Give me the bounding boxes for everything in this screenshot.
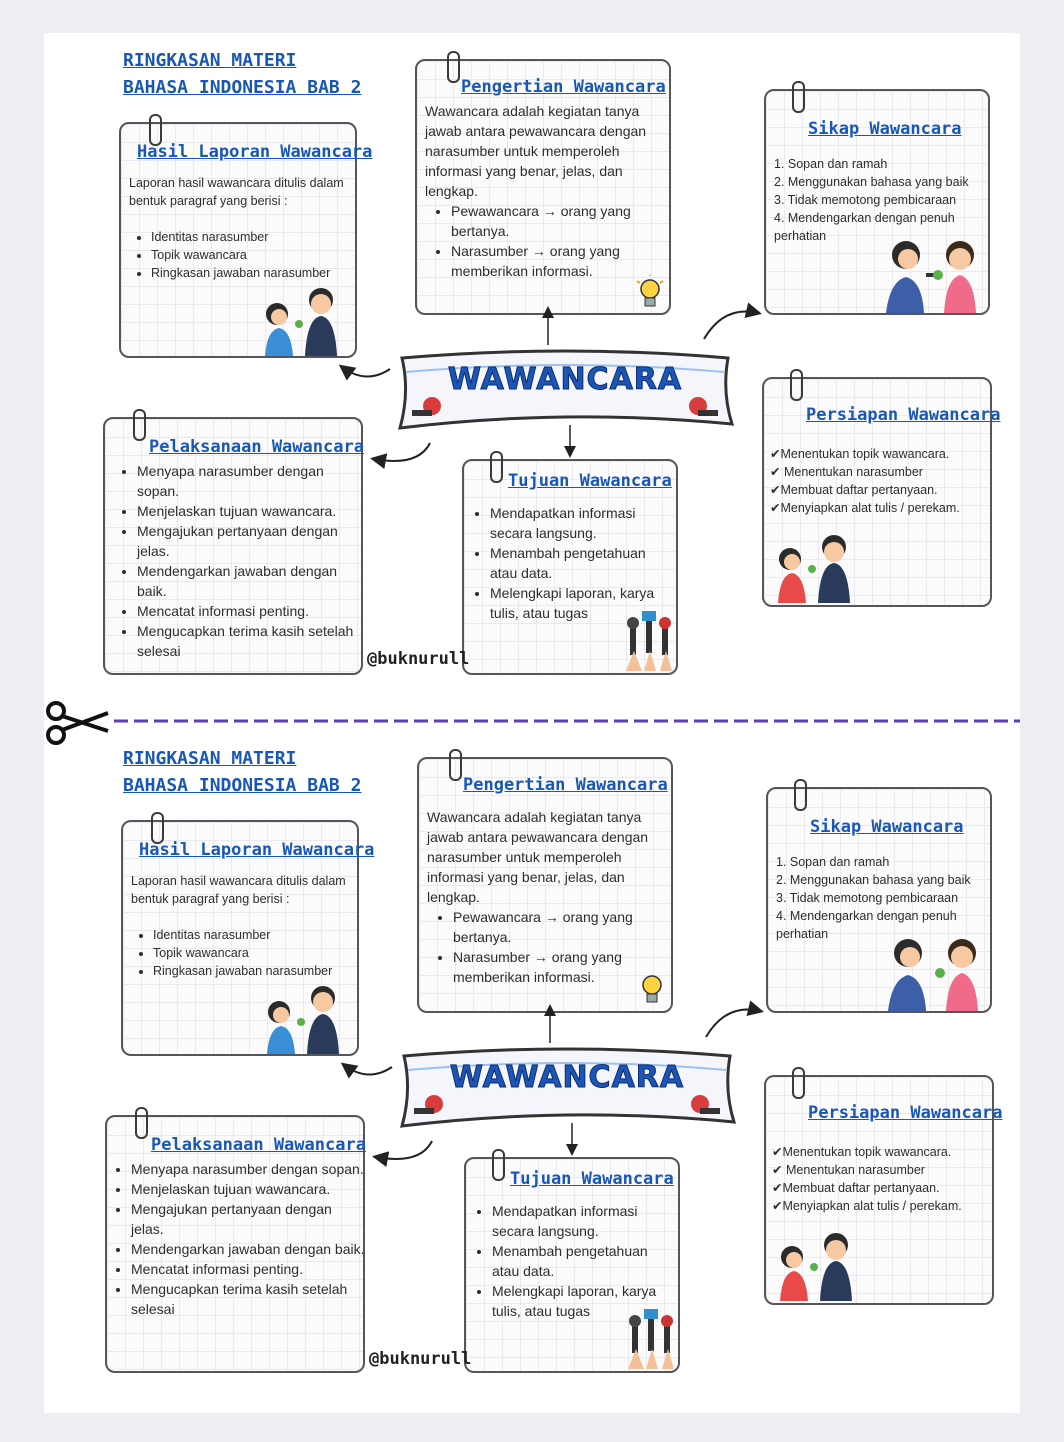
checklist-item: ✔Menentukan topik wawancara. xyxy=(770,447,950,461)
checklist-item: ✔ Menentukan narasumber xyxy=(770,465,923,479)
list-item: • Mencatat informasi penting. xyxy=(137,601,365,621)
checkmark-icon: ✔ xyxy=(770,465,781,479)
checkmark-icon: ✔ xyxy=(772,1163,783,1177)
list-item: 3. Tidak memotong pembicaraan xyxy=(774,193,957,207)
list-item: • Mengajukan pertanyaan dengan jelas. xyxy=(137,521,365,561)
list-item: • Mendengarkan jawaban dengan baik. xyxy=(131,1239,365,1259)
list-item: 2. Menggunakan bahasa yang baik xyxy=(776,873,971,887)
list-item: • Menjelaskan tujuan wawancara. xyxy=(137,501,365,521)
main-title-line-2: BAHASA INDONESIA BAB 2 xyxy=(123,77,362,98)
card-title: Hasil Laporan Wawancara xyxy=(137,142,373,162)
list-item: • Identitas narasumber xyxy=(151,228,353,246)
checklist-item: ✔Membuat daftar pertanyaan. xyxy=(772,1181,940,1195)
list-item: • Pewawancara → orang yang bertanya. xyxy=(451,201,665,241)
list-item: • Mendapatkan informasi secara langsung. xyxy=(490,503,676,543)
arrow-right-up xyxy=(704,311,758,339)
list-item: 1. Sopan dan ramah xyxy=(776,855,890,869)
list-item: • Melengkapi laporan, karya tulis, atau tugas xyxy=(490,583,676,623)
card-title: Pengertian Wawancara xyxy=(463,775,668,795)
list-item: • Identitas narasumber xyxy=(153,926,355,944)
checkmark-icon: ✔ xyxy=(772,1181,783,1195)
checkmark-icon: ✔ xyxy=(770,483,781,497)
checklist-item: ✔Menyiapkan alat tulis / perekam. xyxy=(772,1199,962,1213)
list-item: • Mendapatkan informasi secara langsung. xyxy=(492,1201,678,1241)
description-text: Laporan hasil wawancara ditulis dalam bentuk paragraf yang berisi : xyxy=(129,176,344,208)
list-item: 4. Mendengarkan dengan penuh perhatian xyxy=(774,211,955,243)
banner-title: WAWANCARA xyxy=(447,362,683,397)
checklist-item: ✔Menyiapkan alat tulis / perekam. xyxy=(770,501,960,515)
checkmark-icon: ✔ xyxy=(770,501,781,515)
banner-title: WAWANCARA xyxy=(449,1060,685,1095)
list-item: • Mendengarkan jawaban dengan baik. xyxy=(137,561,365,601)
list-item: 4. Mendengarkan dengan penuh perhatian xyxy=(776,909,957,941)
arrow-left-down xyxy=(376,1141,432,1159)
checkmark-icon: ✔ xyxy=(772,1199,783,1213)
card-title: Sikap Wawancara xyxy=(810,817,964,837)
card-title: Persiapan Wawancara xyxy=(808,1103,1003,1123)
definition-text: Wawancara adalah kegiatan tanya jawab antara pewawancara dengan narasumber untuk memperoleh informasi yang benar, jelas, dan lengkap. xyxy=(427,809,649,905)
checkmark-icon: ✔ xyxy=(770,447,781,461)
list-item: 3. Tidak memotong pembicaraan xyxy=(776,891,959,905)
main-title-line-2: BAHASA INDONESIA BAB 2 xyxy=(123,775,362,796)
card-title: Hasil Laporan Wawancara xyxy=(139,840,375,860)
list-item: • Mencatat informasi penting. xyxy=(131,1259,365,1279)
list-item: • Narasumber → orang yang memberikan informasi. xyxy=(451,241,665,281)
list-item: • Ringkasan jawaban narasumber xyxy=(151,264,353,282)
arrow-left-up xyxy=(344,1065,392,1075)
card-title: Pengertian Wawancara xyxy=(461,77,666,97)
connector-arrows xyxy=(44,731,1020,1413)
summary-bottom xyxy=(44,731,1020,1413)
main-title-line-1: RINGKASAN MATERI xyxy=(123,50,297,71)
card-title: Tujuan Wawancara xyxy=(508,471,672,491)
card-title: Persiapan Wawancara xyxy=(806,405,1001,425)
arrow-right-up xyxy=(706,1009,760,1037)
list-item: • Menyapa narasumber dengan sopan. xyxy=(131,1159,365,1179)
arrow-left-up xyxy=(342,367,390,377)
worksheet xyxy=(44,33,1020,1413)
list-item: • Menambah pengetahuan atau data. xyxy=(492,1241,678,1281)
list-item: • Mengajukan pertanyaan dengan jelas. xyxy=(131,1199,365,1239)
main-title-line-1: RINGKASAN MATERI xyxy=(123,748,297,769)
checklist-item: ✔ Menentukan narasumber xyxy=(772,1163,925,1177)
checkmark-icon: ✔ xyxy=(772,1145,783,1159)
summary-top xyxy=(44,33,1020,723)
list-item: 1. Sopan dan ramah xyxy=(774,157,888,171)
description-text: Laporan hasil wawancara ditulis dalam bentuk paragraf yang berisi : xyxy=(131,874,346,906)
definition-text: Wawancara adalah kegiatan tanya jawab antara pewawancara dengan narasumber untuk memperoleh informasi yang benar, jelas, dan lengkap. xyxy=(425,103,647,199)
list-item: • Topik wawancara xyxy=(153,944,355,962)
cut-line xyxy=(44,719,1020,723)
card-title: Pelaksanaan Wawancara xyxy=(149,437,364,457)
credit-watermark: @buknurull xyxy=(367,649,470,669)
credit-watermark: @buknurull xyxy=(369,1349,472,1369)
list-item: • Melengkapi laporan, karya tulis, atau tugas xyxy=(492,1281,678,1321)
list-item: • Narasumber → orang yang memberikan informasi. xyxy=(453,947,667,987)
arrow-left-down xyxy=(374,443,430,461)
list-item: • Menyapa narasumber dengan sopan. xyxy=(137,461,365,501)
list-item: 2. Menggunakan bahasa yang baik xyxy=(774,175,969,189)
list-item: • Topik wawancara xyxy=(151,246,353,264)
list-item: • Menambah pengetahuan atau data. xyxy=(490,543,676,583)
list-item: • Mengucapkan terima kasih setelah selesai xyxy=(131,1279,365,1319)
checklist-item: ✔Menentukan topik wawancara. xyxy=(772,1145,952,1159)
card-title: Sikap Wawancara xyxy=(808,119,962,139)
card-title: Pelaksanaan Wawancara xyxy=(151,1135,366,1155)
checklist-item: ✔Membuat daftar pertanyaan. xyxy=(770,483,938,497)
list-item: • Ringkasan jawaban narasumber xyxy=(153,962,355,980)
card-title: Tujuan Wawancara xyxy=(510,1169,674,1189)
list-item: • Pewawancara → orang yang bertanya. xyxy=(453,907,667,947)
connector-arrows xyxy=(44,33,1020,723)
list-item: • Menjelaskan tujuan wawancara. xyxy=(131,1179,365,1199)
list-item: • Mengucapkan terima kasih setelah selesai xyxy=(137,621,365,661)
